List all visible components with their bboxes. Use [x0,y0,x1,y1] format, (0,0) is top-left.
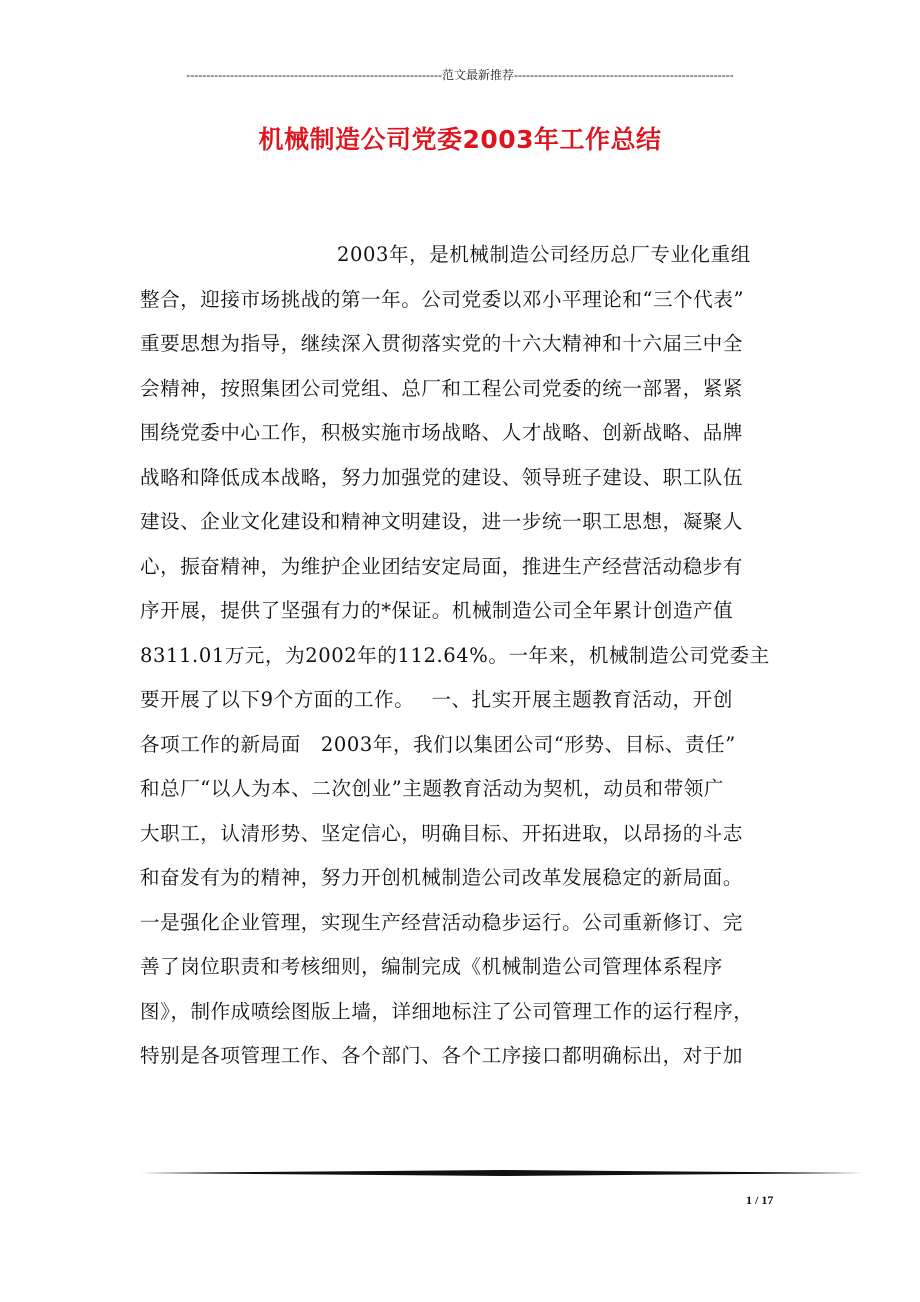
body-line: 要开展了以下9个方面的工作。 一、扎实开展主题教育活动，开创 [140,688,733,711]
page-number: 1 / 17 [746,1193,774,1207]
body-line: 一是强化企业管理，实现生产经营活动稳步运行。公司重新修订、完 [140,910,744,934]
body-line: 整合，迎接市场挑战的第一年。公司党委以邓小平理论和“三个代表” [140,287,745,311]
document-title: 机械制造公司党委2003年工作总结 [258,125,662,154]
header-banner: ----------------------------------------------------------------范文最新推荐------------------------------------------------------- [186,68,734,82]
body-line: 建设、企业文化建设和精神文明建设，进一步统一职工思想，凝聚人 [140,510,744,533]
body-line: 图》，制作成喷绘图版上墙，详细地标注了公司管理工作的运行程序， [140,999,754,1023]
body-line: 会精神，按照集团公司党组、总厂和工程公司党委的统一部署，紧紧 [140,376,744,400]
body-line: 大职工，认清形势、坚定信心，明确目标、开拓进取，以昂扬的斗志 [140,821,744,845]
body-line: 善了岗位职责和考核细则，编制完成《机械制造公司管理体系程序 [140,955,723,978]
body-line: 2003年，是机械制造公司经历总厂专业化重组 [337,243,751,266]
body-line: 序开展，提供了坚强有力的*保证。机械制造公司全年累计创造产值 [140,599,734,622]
body-line: 战略和降低成本战略，努力加强党的建设、领导班子建设、职工队伍 [140,465,744,489]
body-line: 各项工作的新局面 2003年，我们以集团公司“形势、目标、责任” [140,732,736,756]
body-line: 围绕党委中心工作，积极实施市场战略、人才战略、创新战略、品牌 [140,421,744,444]
body-line: 特别是各项管理工作、各个部门、各个工序接口都明确标出，对于加 [140,1044,744,1067]
body-line: 重要思想为指导，继续深入贯彻落实党的十六大精神和十六届三中全 [140,332,744,355]
footer-divider [140,1170,864,1176]
body-line: 8311.01万元，为2002年的112.64%。一年来，机械制造公司党委主 [140,643,770,667]
document-body [140,233,790,1079]
body-line: 和总厂“以人为本、二次创业”主题教育活动为契机，动员和带领广 [140,777,724,800]
body-line: 和奋发有为的精神，努力开创机械制造公司改革发展稳定的新局面。 [140,866,744,889]
body-line: 心，振奋精神，为维护企业团结安定局面，推进生产经营活动稳步有 [140,554,744,578]
